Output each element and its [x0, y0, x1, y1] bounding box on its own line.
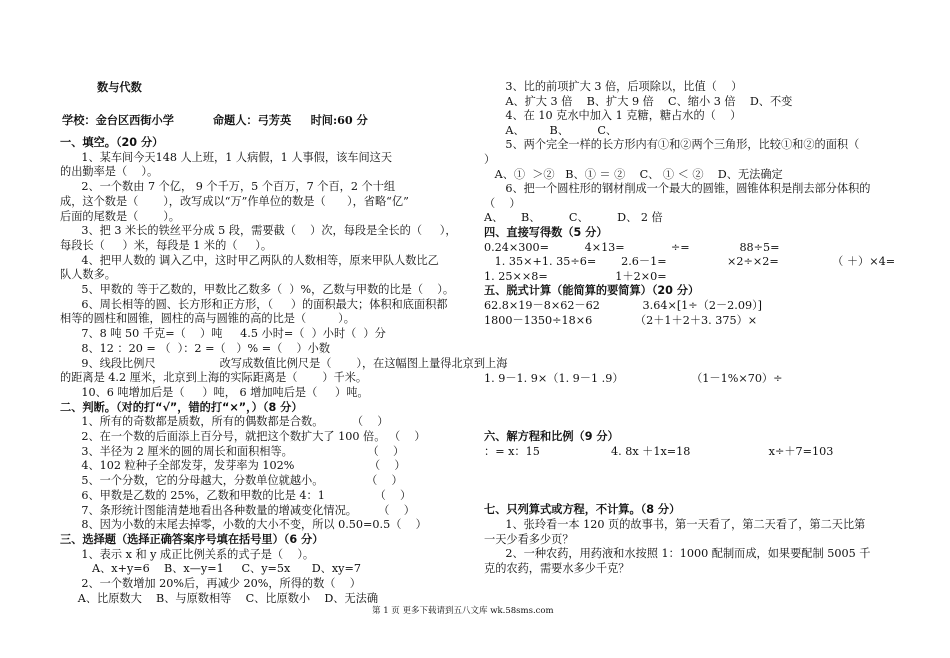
question-line: A、比原数大 B、与原数相等 C、比原数小 D、无法确	[60, 591, 379, 605]
question-line: 62.8×19－8×62－62 3.64×[1÷（2－2.09）]	[484, 299, 763, 312]
question-line: ：= x：15 4. 8x ＋1x=18 x÷＋7=103	[484, 445, 834, 458]
question-line: 4、102 粒种子全部发芽，发芽率为 102% （ ）	[60, 459, 406, 473]
question-line	[484, 416, 488, 430]
question-line: 4、把甲人数的 调入乙中，这时甲乙两队的人数相等，原来甲队人数比乙	[60, 253, 439, 267]
question-line	[484, 387, 488, 401]
page-title: 数与代数	[97, 80, 142, 94]
question-line: 1、某车间今天148 人上班，1 人病假，1 人事假，该车间这天	[60, 150, 393, 164]
question-line: 8、12 ：20 = （ ）：2 =（ ）% =（ ）小数	[60, 341, 331, 355]
question-line: 4、在 10 克水中加入 1 克糖，糖占水的（ ）	[484, 109, 742, 123]
question-line	[484, 474, 488, 488]
question-line	[484, 401, 488, 415]
question-line: 1、表示 x 和 y 成正比例关系的式子是（ ）。	[60, 547, 315, 561]
question-line: 1. 25××8= 1＋2×0=	[484, 269, 667, 283]
question-line: A、x+y=6 B、x—y=1 C、y=5x D、xy=7	[60, 562, 361, 576]
exam-meta-line: 学校：金台区西街小学 命题人：弓芳英 时间:60 分	[62, 113, 368, 127]
question-line: 成，这个数是（ ），改写成以“万”作单位的数是（ ），省略“亿”	[60, 194, 409, 208]
question-line: 5、两个完全一样的长方形内有①和②两个三角形，比较①和②的面积（	[484, 138, 860, 152]
section-heading: 一、填空。（20 分）	[60, 136, 164, 149]
question-line: 2、在一个数的后面添上百分号，就把这个数扩大了 100 倍。 （ ）	[60, 430, 426, 443]
question-line: 3、半径为 2 厘米的圆的周长和面积相等。 （ ）	[60, 444, 405, 458]
question-line: A、扩大 3 倍 B、扩大 9 倍 C、缩小 3 倍 D、不变	[484, 94, 793, 108]
question-line	[484, 357, 488, 371]
question-line: 2、一种农药，用药液和水按照 1：1000 配制而成，如果要配制 5005 千	[484, 547, 871, 561]
question-line: A、 B、 C、 D、 2 倍	[484, 211, 663, 225]
question-line: （ ）	[484, 196, 521, 210]
question-line: 5、一个分数，它的分母越大，分数单位就越小。 （ ）	[60, 474, 403, 488]
question-line: 1. 35×+1. 35÷6= 2.6－1= ×2÷×2= （ ＋）×4=	[484, 255, 896, 269]
question-line: 6、把一个圆柱形的钢材削成一个最大的圆锥，圆锥体积是削去部分体积的	[484, 182, 871, 196]
question-line: 1、所有的奇数都是质数，所有的偶数都是合数。 （ ）	[60, 415, 389, 429]
question-line	[484, 343, 488, 357]
section-heading: 七、只列算式或方程，不计算。（8 分）	[484, 503, 681, 517]
question-line: ）	[484, 153, 496, 166]
question-line: 3、把 3 米长的铁丝平分成 5 段，需要截（ ）次，每段是全长的（ ），	[60, 224, 457, 238]
section-heading: 二、判断。（对的打“√”，错的打“×”，）（8 分）	[60, 400, 303, 414]
question-line: 1800－1350÷18×6 （2＋1＋2＋3. 375）×	[484, 313, 758, 327]
section-heading: 五、脱式计算（能简算的要简算）（20 分）	[484, 284, 700, 298]
question-line: A、① ＞② B、① ＝ ② C、 ① ＜ ② D、无法确定	[484, 167, 783, 181]
section-heading: 六、解方程和比例（9 分）	[484, 430, 619, 444]
question-line	[484, 489, 488, 503]
question-line: 克的农药，需要水多少千克？	[484, 561, 630, 575]
question-line: 5、甲数的 等于乙数的，甲数比乙数多（ ）%，乙数与甲数的比是（ ）。	[60, 283, 455, 296]
question-line: 一天少看多少页？	[484, 532, 574, 546]
question-line: 队人数多。	[60, 268, 116, 282]
section-heading: 四、直接写得数（5 分）	[484, 226, 608, 239]
question-line: 6、甲数是乙数的 25%，乙数和甲数的比是 4：1 （ ）	[60, 488, 412, 502]
question-line: 后面的尾数是（ ）。	[60, 209, 180, 223]
question-line: 9、线段比例尺 改写成数值比例尺是（ ），在这幅图上量得北京到上海	[60, 356, 508, 370]
question-line: 相等的圆柱和圆锥，圆柱的高与圆锥的高的比是（ ）。	[60, 312, 355, 326]
question-line	[484, 328, 488, 342]
question-line: 10、6 吨增加后是（ ）吨， 6 增加吨后是（ ）吨。	[60, 385, 369, 399]
question-line: 的距离是 4.2 厘米，北京到上海的实际距离是（ ）千米。	[60, 371, 368, 385]
question-line: 7、条形统计图能清楚地看出各种数量的增减变化情况。 （ ）	[60, 503, 415, 517]
question-line: 6、周长相等的圆、长方形和正方形，（ ）的面积最大；体积和底面积都	[60, 297, 448, 311]
question-line: 8、因为小数的末尾去掉零，小数的大小不变，所以 0.50=0.5（ ）	[60, 518, 427, 532]
question-line: 1. 9－1. 9×（1. 9－1 .9） （1－1%×70）÷	[484, 372, 783, 385]
question-line: 0.24×300= 4×13= ÷= 88÷5=	[484, 240, 780, 254]
question-line: 2、一个数增加 20%后，再减少 20%，所得的数（ ）	[60, 577, 361, 590]
question-line: 每段长（ ）米，每段是 1 米的（ ）。	[60, 238, 273, 252]
section-heading: 三、选择题（选择正确答案序号填在括号里）（6 分）	[60, 532, 324, 546]
question-line: 1、张玲看一本 120 页的故事书，第一天看了，第二天看了，第二天比第	[484, 518, 866, 531]
question-line: 的出勤率是（ ）。	[60, 165, 159, 179]
question-line: 2、一个数由 7 个亿， 9 个千万，5 个百万，7 个百，2 个十组	[60, 180, 396, 194]
question-line: 7、8 吨 50 千克=（ ）吨 4.5 小时=（ ）小时（ ）分	[60, 327, 386, 341]
page-footer: 第 1 页 更多下载请到五八文库 wk.58sms.com	[372, 606, 554, 616]
question-line: A、 B、 C、	[484, 123, 618, 137]
question-line: 3、比的前项扩大 3 倍，后项除以，比值（ ）	[484, 80, 743, 93]
question-line	[484, 460, 488, 474]
